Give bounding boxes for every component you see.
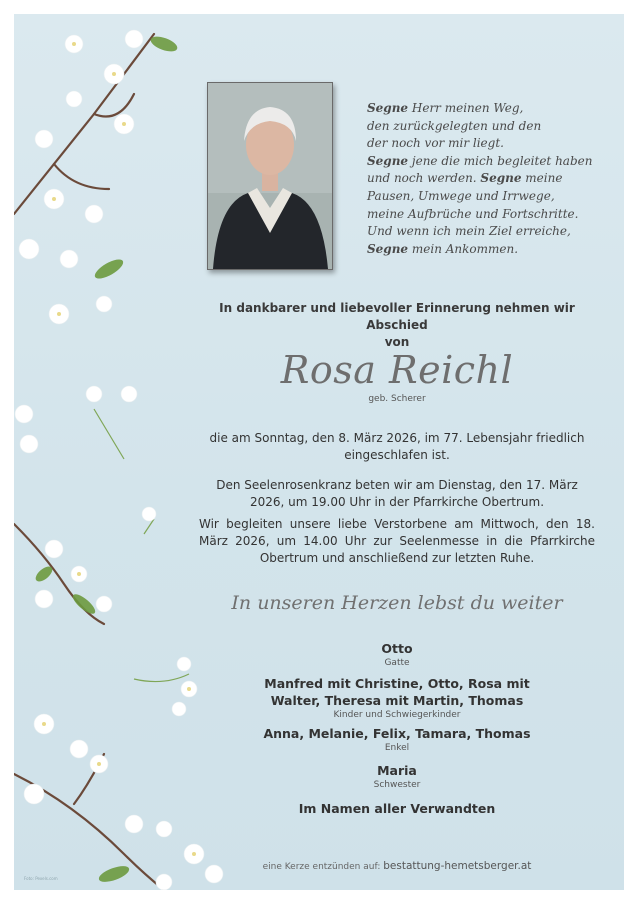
mourner-group <box>199 762 595 791</box>
mourner-names: Manfred mit Christine, Otto, Rosa mit Walter, Theresa mit Martin, Thomas <box>264 676 530 708</box>
mourner-relation: Enkel <box>384 743 410 753</box>
mourner-group <box>199 725 595 754</box>
poem-line: meine Aufbrüche und Fortschritte. <box>367 206 579 221</box>
footer <box>199 860 595 872</box>
poem-line: Pausen, Umwege und Irrwege, <box>367 188 555 203</box>
mourner-relation: Kinder und Schwiegerkinder <box>333 710 461 720</box>
intro-text <box>199 300 595 351</box>
website-link[interactable]: bestattung-hemetsberger.at <box>383 860 532 872</box>
mourner-group <box>199 675 595 721</box>
poem-line: Segne jene die mich begleitet haben <box>367 153 593 168</box>
mourner-names: Anna, Melanie, Felix, Tamara, Thomas <box>263 726 531 741</box>
mourner-names: Otto <box>381 641 413 656</box>
poem-line: der noch vor mir liegt. <box>367 136 504 151</box>
poem-line: Segne Herr meinen Weg, <box>367 101 524 115</box>
mourner-relation: Schwester <box>373 780 421 790</box>
poem-line: Segne mein Ankommen. <box>367 241 519 256</box>
deceased-name: Rosa Reichl <box>280 348 514 392</box>
mourner-relation: Gatte <box>384 658 410 668</box>
portrait-photo <box>207 82 333 270</box>
poem-line: Und wenn ich mein Ziel erreiche, <box>367 224 571 239</box>
closing-line: Im Namen aller Verwandten <box>298 801 496 816</box>
mourner-names: Maria <box>377 763 417 778</box>
intro-line-1: In dankbarer und liebevoller Erinnerung nehmen wir Abschied <box>219 301 575 332</box>
poem-line: den zurückgelegten und den <box>367 118 542 133</box>
intro-line-2: von <box>384 335 410 349</box>
death-notice: die am Sonntag, den 8. März 2026, im 77. Lebensjahr friedlich eingeschlafen ist. <box>209 431 585 462</box>
motto: In unseren Herzen lebst du weiter <box>231 592 563 614</box>
obituary-card <box>14 14 624 890</box>
birth-name: geb. Scherer <box>368 394 426 404</box>
mourner-group <box>199 640 595 669</box>
rosary-notice: Den Seelenrosenkranz beten wir am Dienstag, den 17. März 2026, um 19.00 Uhr in der Pfarrkirche Obertrum. <box>216 478 578 509</box>
poem-line: und noch werden. Segne meine <box>367 171 563 186</box>
funeral-notice: Wir begleiten unsere liebe Verstorbene am Mittwoch, den 18. März 2026, um 14.00 Uhr zur Seelenmesse in die Pfarrkirche Obertrum und anschließend zur letzten Ruhe. <box>199 517 595 565</box>
poem <box>367 100 607 258</box>
footer-prefix: eine Kerze entzünden auf: <box>262 862 381 872</box>
photo-credit: Foto: Pexels.com <box>24 876 58 881</box>
